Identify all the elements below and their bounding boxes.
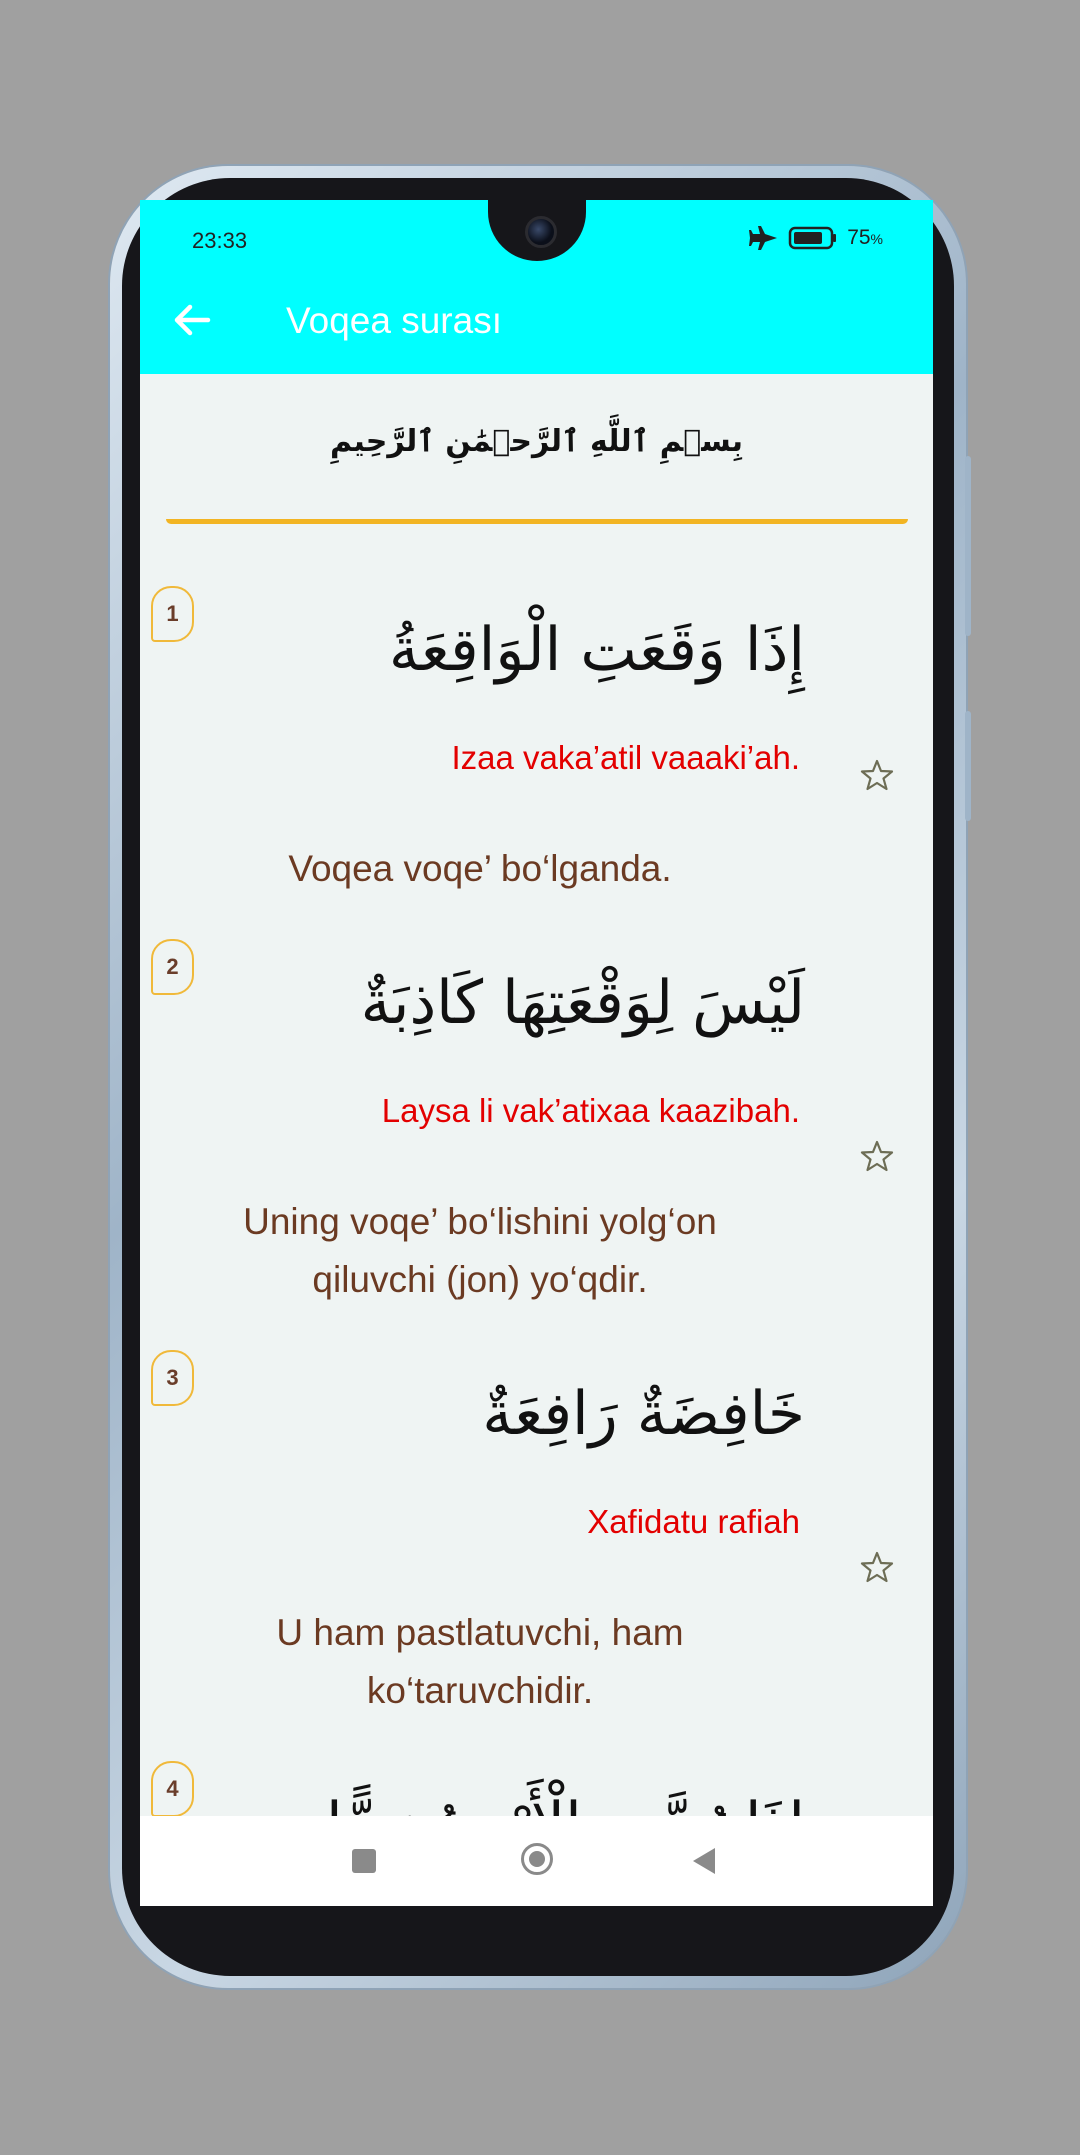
header-divider [166,519,908,524]
page-title: Voqea surası [286,300,502,341]
status-time: 23:33 [192,228,248,253]
ayah-translation: Voqea voqe’ bo‘lganda. [288,848,672,889]
ayah-number-badge: 2 [151,939,194,995]
ayah-transliteration: Laysa li vak’atixaa kaazibah. [381,1092,800,1129]
screen [140,200,933,1906]
ayah-arabic: إِذَا وَقَعَتِ الْوَاقِعَةُ [388,615,805,685]
ayah-transliteration: Izaa vaka’atil vaaaki’ah. [451,739,800,776]
battery-icon [789,227,837,249]
ayah-number-badge: 4 [151,1761,194,1817]
home-button[interactable] [521,1843,553,1875]
volume-button [965,456,971,636]
battery-percent: 75% [847,226,883,249]
favorite-star-icon[interactable] [860,1139,894,1173]
system-nav-bar [140,1816,933,1906]
ayah-translation: Uning voqe’ bo‘lishini yolg‘on qiluvchi (jon) yo‘qdir. [243,1201,717,1300]
ayah-transliteration: Xafidatu rafiah [587,1503,800,1540]
front-camera [525,216,557,248]
ayah-number-badge: 1 [151,586,194,642]
ayah-list[interactable] [140,374,933,1816]
app-bar [140,266,933,374]
ayah-number-badge: 3 [151,1350,194,1406]
ayah-arabic: خَافِضَةٌ رَافِعَةٌ [482,1379,805,1449]
recents-button[interactable] [352,1849,376,1873]
airplane-icon [749,226,779,250]
ayah-arabic: لَيْسَ لِوَقْعَتِهَا كَاذِبَةٌ [360,968,805,1038]
favorite-star-icon[interactable] [860,1550,894,1584]
back-button[interactable] [170,298,214,342]
nav-back-button[interactable] [693,1848,715,1874]
favorite-star-icon[interactable] [860,758,894,792]
bismillah: بِسۡمِ ٱللَّهِ ٱلرَّحۡمَٰنِ ٱلرَّحِيمِ [329,424,744,459]
status-icons [749,226,883,250]
ayah-translation: U ham pastlatuvchi, ham ko‘taruvchidir. [276,1612,684,1711]
power-button [965,711,971,821]
